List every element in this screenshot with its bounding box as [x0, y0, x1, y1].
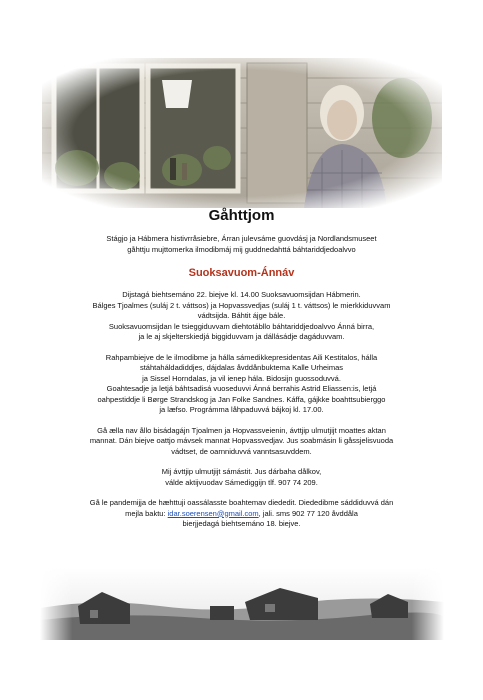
text-line: válde aktijvuodav Sámediggijn tlf. 907 74 209.: [165, 477, 318, 487]
footer-photo-old-settlement: [40, 568, 444, 640]
text-line: vádtsijda. Báhtit ájge bále.: [197, 311, 286, 320]
registration-paragraph: [36, 498, 447, 530]
language-paragraph: [36, 467, 447, 488]
text-line: Rahpambiejve de le ilmodibme ja hálla sámedikkepresidentas Aili Kestitalos, hálla: [105, 352, 378, 362]
intro-paragraph: [36, 234, 447, 255]
page-title: Gåhttjom: [208, 207, 275, 224]
text-line: Goahtesadje ja letjá báhtsadisá vuoseduvvi Ánná berrahis Astrid Eliassen:is, letjá: [106, 384, 377, 393]
header-photo-illustration: [42, 58, 442, 208]
text-line: oahpestiddje li Børge Strandskog ja Jan Folke Sandnes. Káffa, gájkke boahttsubierggo: [97, 394, 386, 404]
contact-line: [36, 509, 447, 520]
transport-paragraph: [36, 426, 447, 458]
text-line: Gå ælla nav ållo bisádagájn Tjoalmen ja Hopvassveienin, ávttjip ulmutjijt moattes aktan: [97, 425, 386, 435]
footer-photo-illustration: [40, 568, 444, 640]
invitation-text: [36, 207, 447, 530]
intro-line: gåhttju mujttomerka ilmodibmáj mij guddnedahttá báhtariddjedoalvvo: [127, 244, 356, 254]
event-details-paragraph: [36, 290, 447, 343]
text-line: vádtset, de oarnniduvvá vanntsasuvddem.: [171, 446, 312, 456]
intro-line: Stágjo ja Hábmera histivrråsiebre, Árran julevsáme guovdásj ja Nordlandsmuseet: [106, 234, 377, 243]
header-photo-woman-at-cabin-window: [42, 58, 442, 208]
text-line: Bálges Tjoalmes (suláj 2 t. váttsos) ja Hopvassvedjas (suláj 1 t. váttsos) le mierkkiduvvam: [92, 300, 391, 310]
program-paragraph: [36, 353, 447, 416]
text-line: stáhtaháldadiddjes, dájdalas åvddånbuktema Kalle Urheimas: [139, 363, 344, 372]
text-line: Suoksavuomsijdan le tsieggiduvvam diehtotábllo báhtariddjedoalvvo Ánná birra,: [108, 321, 375, 331]
text-line: ja læfso. Prográmma låhpaduvvá bájkoj kl. 17.00.: [159, 405, 324, 414]
text-line: ja Sissel Horndalas, ja vil ienep hála. Bidosijn guossoduvvá.: [142, 373, 341, 383]
text-line: bierjjedagá biehtsemáno 18. biejve.: [182, 519, 301, 528]
text-line: Gå le pandemijja de hæhttuji oassálasste boahtemav diededit. Diededibme sáddiduvvá dán: [89, 498, 394, 507]
text-line: ja le aj skjelterskiedjá biggiduvvam ja dállásádje dagáduvvam.: [138, 332, 345, 341]
text-line: Dijstagá biehtsemáno 22. biejve kl. 14.00 Suoksavuomsijdan Hábmerin.: [122, 290, 361, 299]
contact-suffix: , jali. sms 902 77 120 åvddåla: [258, 508, 358, 518]
email-link[interactable]: idar.soerensen@gmail.com: [167, 508, 259, 518]
text-line: Mij ávttjip ulmutjijt sámástit. Jus dárbaha dålkov,: [161, 467, 322, 476]
contact-prefix: mejla baktu:: [125, 508, 166, 518]
event-subtitle: Suoksavuom-Ánnáv: [188, 267, 295, 279]
text-line: mannat. Dán biejve oattjo mávsek mannat Hopvassvedjav. Jus soabmásin li gåssjelisvuoda: [89, 436, 394, 445]
